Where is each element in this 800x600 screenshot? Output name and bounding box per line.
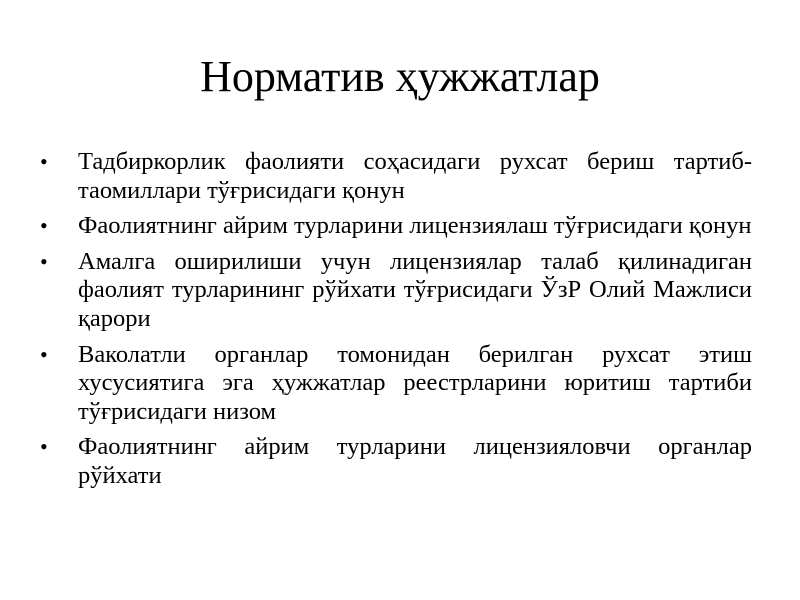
bullet-item [40,433,752,490]
slide-title: Норматив ҳужжатлар [200,52,600,101]
bullet-text: Ваколатли органлар томонидан берилган рухсат этиш хусусиятига эга ҳужжатлар реестрларини юритиш тартиби тўғрисидаги низом [78,340,752,425]
bullet-icon: • [40,213,48,239]
bullet-list [40,148,752,498]
bullet-text: Тадбиркорлик фаолияти соҳасидаги рухсат бериш тартиб-таомиллари тўғрисидаги қонун [78,148,752,204]
bullet-icon: • [40,434,48,460]
bullet-icon: • [40,149,48,174]
bullet-icon: • [40,248,48,274]
bullet-text: Фаолиятнинг айрим турларини лицензиялаш тўғрисидаги қонун [78,212,752,240]
bullet-item [40,341,752,427]
bullet-icon: • [40,341,48,367]
bullet-item [40,148,752,205]
bullet-item [40,212,752,241]
bullet-text: Амалга оширилиши учун лицензиялар талаб қилинадиган фаолият турларининг рўйхати тўғрисидаги ЎзР Олий Мажлиси қарори [78,247,752,332]
bullet-text: Фаолиятнинг айрим турларини лицензияловчи органлар рўйхати [78,433,752,489]
bullet-item [40,248,752,334]
